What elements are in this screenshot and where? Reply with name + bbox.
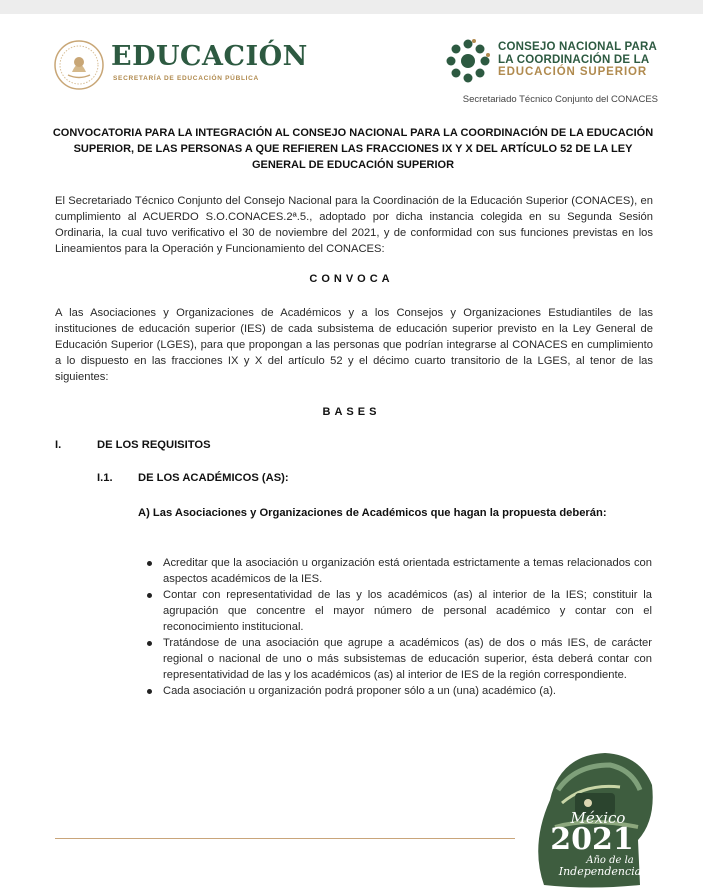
subheading-a: A) Las Asociaciones y Organizaciones de Académicos que hagan la propuesta deberán: [138, 507, 607, 519]
bullet-icon [147, 593, 152, 598]
top-bar [0, 0, 703, 14]
bullet-icon [147, 561, 152, 566]
bullet-icon [147, 689, 152, 694]
education-title: EDUCACIÓN [111, 41, 308, 72]
list-item [147, 683, 652, 699]
badge-mexico-text: México [570, 809, 626, 827]
conaces-line-2: LA COORDINACIÓN DE LA [498, 53, 650, 66]
list-item-text: Contar con representatividad de las y los académicos (as) al interior de la IES; constituir la agrupación que concentre el mayor número de personal académico y contar con el reconocimiento institucional. [163, 589, 652, 633]
bases-heading: BASES [322, 406, 381, 418]
badge-independencia-text: Independencia [558, 865, 642, 878]
requirements-list [147, 555, 652, 699]
intro-paragraph: El Secretariado Técnico Conjunto del Consejo Nacional para la Coordinación de la Educación Superior (CONACES), en cumplimiento al ACUERDO S.O.CONACES.2ª.5., adoptado por dicha instancia colegida en su Segunda Sesión Ordinaria, la cual tuvo verificativo el 30 de noviembre del 2021, y de conformidad con sus funciones previstas en los Lineamientos para la Operación y Funcionamiento del CONACES: [55, 195, 653, 255]
mexico-2021-badge-icon [520, 745, 660, 890]
list-item [147, 555, 652, 587]
section-1-title: DE LOS REQUISITOS [97, 439, 211, 451]
conaces-logo-icon [445, 38, 491, 84]
secretariado-label: Secretariado Técnico Conjunto del CONACES [462, 94, 658, 105]
conaces-line-1: CONSEJO NACIONAL PARA [498, 41, 658, 53]
section-1-number: I. [55, 439, 62, 451]
list-item-text: Tratándose de una asociación que agrupe a académicos (as) de dos o más IES, de carácter regional o nacional de uno o más subsistemas de educación superior, ésta deberá contar con representatividad de las y los académicos (as) al interior de IES de la región correspondiente. [163, 637, 652, 681]
sep-seal-icon [54, 40, 104, 90]
list-item-text: Acreditar que la asociación u organización está orientada estrictamente a temas relacionados con aspectos académicos de la IES. [163, 557, 652, 585]
sep-subtitle: SECRETARÍA DE EDUCACIÓN PÚBLICA [113, 75, 259, 82]
list-item [147, 635, 652, 683]
list-item [147, 587, 652, 635]
badge-year-text: 2021 [550, 822, 634, 857]
conaces-name [498, 41, 657, 79]
badge-ano-text: Año de la [586, 855, 634, 866]
list-item-text: Cada asociación u organización podrá proponer sólo a un (una) académico (a). [163, 685, 557, 697]
convoca-paragraph: A las Asociaciones y Organizaciones de Académicos y a los Consejos y Organizaciones Estudiantiles de las instituciones de educación superior (IES) de cada subsistema de educación superior previsto en la Ley General de Educación Superior (LGES), para que propongan a las personas que podrían integrarse al CONACES en cumplimiento a lo dispuesto en las fracciones IX y X del artículo 52 y el décimo cuarto transitorio de la LGES, al tenor de las siguientes: [55, 307, 653, 383]
footer-divider [55, 838, 515, 839]
section-1-1-title: DE LOS ACADÉMICOS (AS): [138, 472, 289, 484]
bullet-icon [147, 641, 152, 646]
convoca-heading: CONVOCA [309, 273, 394, 285]
section-1-1-number: I.1. [97, 472, 113, 484]
conaces-line-3: EDUCACIÓN SUPERIOR [498, 66, 648, 78]
document-title: CONVOCATORIA PARA LA INTEGRACIÓN AL CONSEJO NACIONAL PARA LA COORDINACIÓN DE LA EDUCACIÓN SUPERIOR, DE LAS PERSONAS A QUE REFIEREN LAS FRACCIONES IX Y X DEL ARTÍCULO 52 DE LA LEY GENERAL DE EDUCACIÓN SUPERIOR [52, 127, 654, 171]
